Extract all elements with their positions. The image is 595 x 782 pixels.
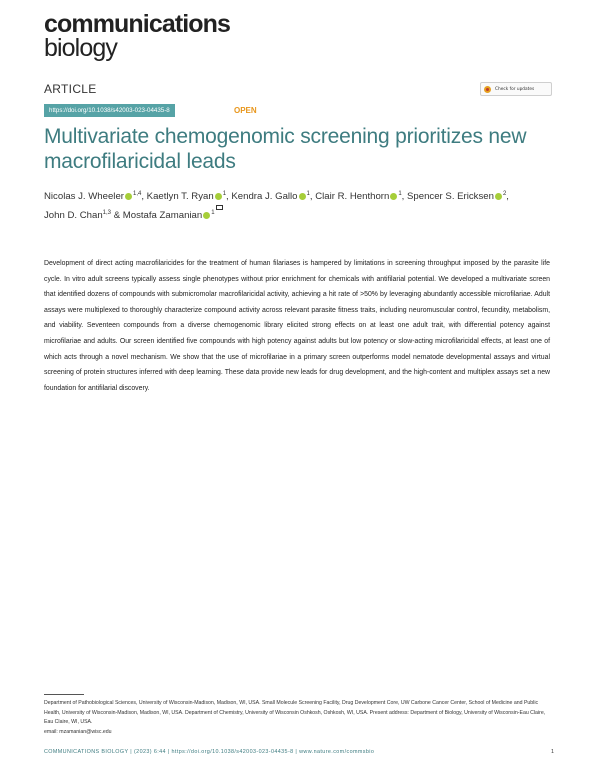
journal-logo-line1: communications: [44, 10, 231, 38]
author-name[interactable]: John D. Chan: [44, 210, 103, 222]
orcid-icon[interactable]: [125, 193, 132, 200]
author-affil: 1: [306, 191, 310, 197]
footnote-divider: [44, 694, 84, 695]
doi-link[interactable]: https://doi.org/10.1038/s42003-023-04435-8: [44, 104, 175, 117]
article-type: ARTICLE: [44, 82, 97, 96]
affiliations-text: Department of Pathobiological Sciences, University of Wisconsin-Madison, Madison, WI, USA. Small Molecule Screening Facility, Drug Development Core, UW Carbone Cancer Center, School of Medicine and Public Health, University of Wisconsin-Madison, Madison, WI, USA. Department of Chemistry, University of Wisconsin Oshkosh, Oshkosh, WI, USA. Present address: Department of Biology, University of Wisconsin-Eau Claire, Eau Claire, WI, USA.: [44, 700, 546, 726]
journal-logo: [44, 12, 230, 60]
author-affil: 2: [502, 191, 507, 197]
author-affil: 1,4: [132, 191, 142, 197]
author-affil: 1: [222, 191, 227, 197]
author-list: Nicolas J. Wheeler $^{1,4}$, Kaetlyn T. Ryan $^1$, Kendra J. Gallo $^1$, Clair R. Henthorn $^1$, Spencer S. Ericksen $^2$, John D. Chan$^{1,3}$ & Mostafa Zamanian $^1$: [44, 191, 509, 222]
orcid-icon[interactable]: [299, 193, 306, 200]
open-access-label: OPEN: [234, 106, 257, 115]
author-separator: &: [113, 210, 121, 222]
crossmark-icon: [484, 86, 491, 93]
orcid-icon[interactable]: [215, 193, 222, 200]
author-name[interactable]: Kendra J. Gallo: [231, 191, 298, 203]
journal-logo-line2: biology: [44, 34, 117, 62]
author-affil: 1,3: [102, 210, 112, 217]
affiliations: [44, 699, 554, 737]
author-name[interactable]: Mostafa Zamanian: [122, 210, 203, 222]
check-updates-label: Check for updates: [495, 86, 535, 92]
check-updates-button[interactable]: [480, 82, 552, 96]
orcid-icon[interactable]: [390, 193, 397, 200]
orcid-icon[interactable]: [495, 193, 502, 200]
page-number: 1: [551, 749, 554, 755]
author-name[interactable]: Kaetlyn T. Ryan: [146, 191, 214, 203]
page-footer: [44, 749, 554, 755]
author-name[interactable]: Clair R. Henthorn: [315, 191, 390, 203]
orcid-icon[interactable]: [203, 212, 210, 219]
footer-citation: COMMUNICATIONS BIOLOGY | (2023) 6:44 | https://doi.org/10.1038/s42003-023-04435-8 | www.nature.com/commsbio: [44, 749, 375, 755]
author-affil: 1: [398, 191, 402, 197]
author-affil: 1: [211, 210, 215, 217]
corresponding-email[interactable]: email: mzamanian@wisc.edu: [44, 728, 112, 735]
paper-title: Multivariate chemogenomic screening prioritizes new macrofilaricidal leads: [44, 125, 527, 173]
author-name[interactable]: Spencer S. Ericksen: [407, 191, 494, 203]
author-name[interactable]: Nicolas J. Wheeler: [44, 191, 124, 203]
abstract: Development of direct acting macrofilaricides for the treatment of human filariases is hampered by limitations in screening throughput imposed by the parasite life cycle. In vitro adult screens typically assess single phenotypes without prior enrichment for chemicals with antifilarial potential. We developed a multivariate screen that identified dozens of compounds with submicromolar macrofilaricidal activity, achieving a hit rate of >50% by leveraging abundantly accessible microfilariae. Adult assays were multiplexed to thoroughly characterize compound activity across relevant parasite fitness traits, including neuromuscular control, fecundity, metabolism, and viability. Seventeen compounds from a diverse chemogenomic library elicited strong effects on at least one adult trait, with differential potency against microfilariae and adults. Our screen identified five compounds with high potency against adults but low potency or slow-acting microfilaricidal effects, at least one of which acts through a novel mechanism. We show that the use of microfilariae in a primary screen outperforms model nematode developmental assays and virtual screening of protein structures inferred with deep learning. These data provide new leads for drug development, and the high-content and multiplex assays set a new foundation for antifilarial discovery.: [44, 260, 550, 392]
email-envelope-icon[interactable]: [216, 205, 223, 210]
